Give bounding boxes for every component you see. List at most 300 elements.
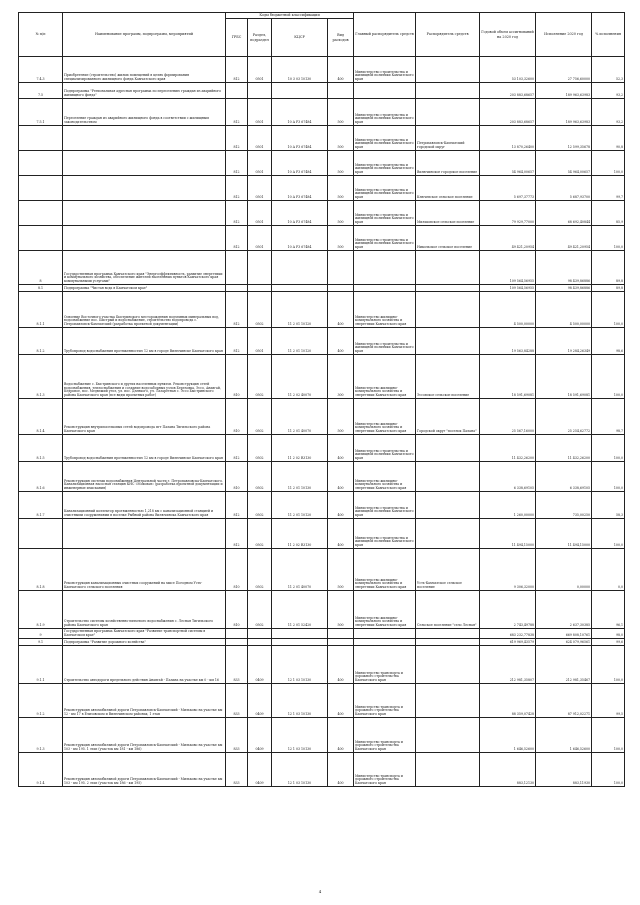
- row-manager: Петропавловск-Камчатский городской округ: [416, 126, 480, 151]
- row-fact-amount: 5 687,93700: [536, 176, 592, 201]
- row-main-manager: Министерство строительства и жилищной политики Камчатского края: [354, 176, 416, 201]
- row-title: [63, 126, 226, 151]
- row-manager: Ключевское сельское поселение: [416, 176, 480, 201]
- row-percent: 98,6: [592, 328, 625, 355]
- row-percent: 93,2: [592, 83, 625, 99]
- row-fact-amount: 1 646,52600: [536, 718, 592, 753]
- row-expense-type: 400: [328, 328, 354, 355]
- row-title: Освоение Восточного участка Быстринского месторождения подземных минеральных вод, водоснабжение пос. Быстрый и водоснабжение, строительство водопровода с. Петропавловск-Камчатский (разработка проектной документации): [63, 292, 226, 328]
- row-expense-type: 400: [328, 519, 354, 549]
- row-expense-type: 400: [328, 462, 354, 492]
- row-percent: 89,8: [592, 285, 625, 292]
- row-manager: [416, 83, 480, 99]
- row-number: 7.5.1: [19, 99, 63, 126]
- row-main-manager: [354, 639, 416, 646]
- row-main-manager: [354, 285, 416, 292]
- row-number: 8.1.1: [19, 292, 63, 328]
- row-expense-type: 400: [328, 753, 354, 787]
- row-expense-type: 500: [328, 226, 354, 251]
- row-number: 8.1.3: [19, 355, 63, 399]
- row-title: [63, 226, 226, 251]
- row-section: 0501: [248, 201, 272, 226]
- row-title: Реконструкция канализационных очистных сооружений на мысе Погодном Усть-Камчатского сельского поселения: [63, 549, 226, 591]
- row-plan-amount: 2 743,49788: [480, 591, 536, 629]
- row-main-manager: Министерство жилищно-коммунального хозяйства и энергетики Камчатского края: [354, 355, 416, 399]
- row-main-manager: Министерство транспорта и дорожного строительства Камчатского края: [354, 753, 416, 787]
- row-plan-amount: 25 567,16000: [480, 399, 536, 435]
- table-row: [19, 285, 625, 292]
- row-expense-type: 500: [328, 99, 354, 126]
- row-percent: 58,3: [592, 492, 625, 519]
- row-plan-amount: 683 232,77838: [480, 629, 536, 639]
- row-kcsr: 12 1 03 10130: [272, 684, 328, 718]
- table-row: [19, 176, 625, 201]
- header-col-main-manager: Главный распорядитель средств: [354, 13, 416, 57]
- row-plan-amount: 1 260,00000: [480, 492, 536, 519]
- row-manager: [416, 435, 480, 462]
- table-row: [19, 83, 625, 99]
- row-section: 0502: [248, 435, 272, 462]
- table-row: [19, 328, 625, 355]
- row-grbs: 812: [226, 176, 248, 201]
- row-grbs: 812: [226, 99, 248, 126]
- row-title: Трубопровод водоснабжения протяженностью 12 км в городе Вилючинске Камчатского края: [63, 328, 226, 355]
- table-row: [19, 99, 625, 126]
- row-plan-amount: 6 338,69105: [480, 462, 536, 492]
- row-percent: 100,0: [592, 753, 625, 787]
- header-col-number: № п/п: [19, 13, 63, 57]
- row-expense-type: 400: [328, 57, 354, 83]
- row-number: 7.5: [19, 83, 63, 99]
- row-title: Трубопровод водоснабжения протяженностью 12 км в городе Вилючинске Камчатского края: [63, 435, 226, 462]
- header-budget-codes: Коды бюджетной классификации: [226, 13, 354, 19]
- row-grbs: 833: [226, 684, 248, 718]
- row-grbs: 812: [226, 492, 248, 519]
- row-grbs: 812: [226, 151, 248, 176]
- row-fact-amount: 98 439,86886: [536, 285, 592, 292]
- table-row: [19, 718, 625, 753]
- row-fact-amount: 883,11930: [536, 753, 592, 787]
- row-number: 7.4.3: [19, 57, 63, 83]
- row-manager: [416, 285, 480, 292]
- row-manager: [416, 629, 480, 639]
- row-number: 9.1.3: [19, 718, 63, 753]
- row-grbs: [226, 251, 248, 285]
- table-row: [19, 355, 625, 399]
- row-main-manager: Министерство строительства и жилищной политики Камчатского края: [354, 492, 416, 519]
- row-plan-amount: 49 421,20954: [480, 226, 536, 251]
- table-row: [19, 292, 625, 328]
- row-number: 8.1.9: [19, 591, 63, 629]
- row-plan-amount: 5 697,37773: [480, 176, 536, 201]
- row-main-manager: Министерство строительства и жилищной политики Камчатского края: [354, 226, 416, 251]
- row-percent: 98,0: [592, 629, 625, 639]
- row-manager: Эссовское сельское поселение: [416, 355, 480, 399]
- row-kcsr: 10 3 03 10130: [272, 57, 328, 83]
- row-kcsr: 11 2 01 40070: [272, 399, 328, 435]
- row-grbs: [226, 285, 248, 292]
- row-percent: 100,0: [592, 226, 625, 251]
- row-number: 9.1.1: [19, 646, 63, 684]
- row-fact-amount: 18 591,69081: [536, 355, 592, 399]
- row-number: 8.1.4: [19, 399, 63, 435]
- row-expense-type: 300: [328, 355, 354, 399]
- row-manager: [416, 718, 480, 753]
- row-grbs: 812: [226, 435, 248, 462]
- row-plan-amount: 1 646,52600: [480, 718, 536, 753]
- row-expense-type: 500: [328, 591, 354, 629]
- row-fact-amount: 735,00250: [536, 492, 592, 519]
- table-row: [19, 591, 625, 629]
- row-fact-amount: 624 079,96561: [536, 639, 592, 646]
- row-number: 9.1: [19, 639, 63, 646]
- row-main-manager: Министерство жилищно-коммунального хозяйства и энергетики Камчатского края: [354, 399, 416, 435]
- row-main-manager: Министерство жилищно-коммунального хозяйства и энергетики Камчатского края: [354, 292, 416, 328]
- row-kcsr: 11 2 02 R3130: [272, 519, 328, 549]
- row-kcsr: 11 2 01 10120: [272, 292, 328, 328]
- row-section: 0502: [248, 519, 272, 549]
- row-plan-amount: 11 494,15000: [480, 519, 536, 549]
- row-section: 0409: [248, 718, 272, 753]
- row-main-manager: Министерство строительства и жилищной политики Камчатского края: [354, 519, 416, 549]
- row-title: Подпрограмма "Развитие дорожного хозяйства": [63, 639, 226, 646]
- row-section: 0502: [248, 591, 272, 629]
- row-plan-amount: 18 591,69081: [480, 355, 536, 399]
- row-manager: Усть-Камчатское сельское поселение: [416, 549, 480, 591]
- row-kcsr: 10 А F3 67484: [272, 126, 328, 151]
- row-number: 8.1.7: [19, 492, 63, 519]
- row-expense-type: 500: [328, 549, 354, 591]
- row-number: [19, 176, 63, 201]
- row-main-manager: Министерство транспорта и дорожного строительства Камчатского края: [354, 646, 416, 684]
- table-row: [19, 435, 625, 462]
- row-percent: 100,0: [592, 718, 625, 753]
- row-plan-amount: 79 929,77000: [480, 201, 536, 226]
- row-number: [19, 519, 63, 549]
- row-kcsr: 12 1 03 10130: [272, 718, 328, 753]
- row-percent: 100,0: [592, 519, 625, 549]
- row-expense-type: 400: [328, 492, 354, 519]
- row-kcsr: [272, 639, 328, 646]
- row-kcsr: 12 1 03 10130: [272, 753, 328, 787]
- page-number: 4: [318, 889, 322, 894]
- row-fact-amount: 6 338,69105: [536, 462, 592, 492]
- row-grbs: [226, 83, 248, 99]
- row-manager: [416, 57, 480, 83]
- table-row: [19, 639, 625, 646]
- row-manager: [416, 99, 480, 126]
- table-row: [19, 201, 625, 226]
- row-title: Реконструкция автомобильной дороги Петропавловск-Камчатский - Мильково на участке км 12 - км 17 в Елизовском и Вилючинском районах, 1 этап: [63, 684, 226, 718]
- table-row: [19, 57, 625, 83]
- row-manager: Мильковское сельское поселение: [416, 201, 480, 226]
- row-percent: 98,7: [592, 399, 625, 435]
- row-title: Реконструкция внутрипоселковых сетей водопровода пгт Палана Тигильского района Камчатского края: [63, 399, 226, 435]
- row-kcsr: 10 А F3 67484: [272, 99, 328, 126]
- row-fact-amount: 11 494,15000: [536, 519, 592, 549]
- table-row: [19, 251, 625, 285]
- row-plan-amount: 9 306,32000: [480, 549, 536, 591]
- table-row: [19, 549, 625, 591]
- row-title: [63, 519, 226, 549]
- table-row: [19, 126, 625, 151]
- row-section: 0409: [248, 646, 272, 684]
- row-manager: [416, 328, 480, 355]
- row-percent: 99,6: [592, 639, 625, 646]
- row-number: 8.1.6: [19, 462, 63, 492]
- row-main-manager: [354, 251, 416, 285]
- header-col-percent: % исполнения: [592, 13, 625, 57]
- row-manager: [416, 251, 480, 285]
- header-col-manager: Распорядитель средств: [416, 13, 480, 57]
- row-number: 8.1.8: [19, 549, 63, 591]
- row-section: 0501: [248, 226, 272, 251]
- row-number: 8.1.2: [19, 328, 63, 355]
- row-expense-type: [328, 251, 354, 285]
- row-fact-amount: 212 981,35467: [536, 646, 592, 684]
- table-row: [19, 151, 625, 176]
- row-section: 0502: [248, 399, 272, 435]
- row-kcsr: [272, 251, 328, 285]
- table-row: [19, 399, 625, 435]
- row-plan-amount: 109 564,56955: [480, 251, 536, 285]
- row-grbs: 810: [226, 399, 248, 435]
- row-section: 0502: [248, 492, 272, 519]
- row-grbs: 810: [226, 591, 248, 629]
- row-main-manager: Министерство строительства и жилищной политики Камчатского края: [354, 126, 416, 151]
- row-section: 0502: [248, 549, 272, 591]
- row-percent: 85,9: [592, 201, 625, 226]
- row-section: 0502: [248, 462, 272, 492]
- row-main-manager: Министерство транспорта и дорожного строительства Камчатского края: [354, 684, 416, 718]
- row-number: 9.1.2: [19, 684, 63, 718]
- row-section: [248, 285, 272, 292]
- row-percent: 90,8: [592, 126, 625, 151]
- row-section: 0502: [248, 292, 272, 328]
- row-number: 8.1.5: [19, 435, 63, 462]
- row-percent: 52,3: [592, 57, 625, 83]
- row-expense-type: 400: [328, 718, 354, 753]
- row-grbs: 833: [226, 646, 248, 684]
- row-kcsr: [272, 285, 328, 292]
- row-fact-amount: 11 432,26200: [536, 435, 592, 462]
- row-grbs: 810: [226, 355, 248, 399]
- row-title: Реконструкция автомобильной дороги Петропавловск-Камчатский - Мильково на участке км 103 - км 195. 1 этап (участок км 181 - км 186): [63, 718, 226, 753]
- row-fact-amount: 0,00000: [536, 549, 592, 591]
- table-row: [19, 519, 625, 549]
- row-number: 9.1.4: [19, 753, 63, 787]
- row-fact-amount: 98 439,86886: [536, 251, 592, 285]
- row-expense-type: 500: [328, 151, 354, 176]
- row-plan-amount: 11 432,26200: [480, 435, 536, 462]
- row-grbs: 812: [226, 226, 248, 251]
- row-fact-amount: 87 912,02271: [536, 684, 592, 718]
- row-section: 0501: [248, 151, 272, 176]
- row-title: Государственная программа Камчатского края "Развитие транспортной системы в Камчатском крае": [63, 629, 226, 639]
- table-row: [19, 646, 625, 684]
- row-section: [248, 629, 272, 639]
- row-percent: 100,0: [592, 151, 625, 176]
- row-main-manager: Министерство строительства и жилищной политики Камчатского края: [354, 99, 416, 126]
- row-grbs: 812: [226, 292, 248, 328]
- row-grbs: 812: [226, 519, 248, 549]
- row-title: Переселение граждан из аварийного жилищного фонда в соответствии с жилищным законодательством: [63, 99, 226, 126]
- row-grbs: [226, 629, 248, 639]
- row-percent: 100,0: [592, 355, 625, 399]
- row-fact-amount: 19 284,26349: [536, 328, 592, 355]
- row-main-manager: [354, 629, 416, 639]
- document-sheet: [18, 12, 624, 787]
- row-plan-amount: 88 359,07428: [480, 684, 536, 718]
- row-title: [63, 176, 226, 201]
- row-manager: [416, 519, 480, 549]
- row-expense-type: [328, 83, 354, 99]
- table-row: [19, 629, 625, 639]
- row-number: 9: [19, 629, 63, 639]
- row-kcsr: 10 А F3 67484: [272, 226, 328, 251]
- row-section: 0409: [248, 753, 272, 787]
- row-expense-type: [328, 285, 354, 292]
- row-grbs: 812: [226, 126, 248, 151]
- header-col-expense-type: Вид расходов: [328, 19, 354, 57]
- row-kcsr: 10 А F3 67484: [272, 151, 328, 176]
- row-grbs: [226, 639, 248, 646]
- row-title: [63, 201, 226, 226]
- row-title: Канализационный коллектор протяженностью 1,218 км с канализационной станцией и очистными сооружениями в поселке Рыбный района Вилючинска Камчатского края: [63, 492, 226, 519]
- row-main-manager: Министерство строительства и жилищной политики Камчатского края: [354, 57, 416, 83]
- row-kcsr: 11 2 01 10120: [272, 328, 328, 355]
- row-title: Подпрограмма "Региональная адресная программа по переселению граждан из аварийного жилищного фонда": [63, 83, 226, 99]
- row-manager: [416, 646, 480, 684]
- header-col-fact: Исполнение 2020 год: [536, 13, 592, 57]
- row-manager: [416, 684, 480, 718]
- row-plan-amount: 4 500,00000: [480, 292, 536, 328]
- row-expense-type: 400: [328, 435, 354, 462]
- row-section: 0501: [248, 99, 272, 126]
- row-percent: 99,7: [592, 176, 625, 201]
- row-title: Государственная программа Камчатского края "Энергоэффективность, развитие энергетики и коммунального хозяйства, обеспечение жителей населенных пунктов Камчатского края коммунальными услугами": [63, 251, 226, 285]
- row-title: Водоснабжение с. Быстринского и других населенных пунктов. Реконструкция сетей водоснабжения, теплоснабжения и создание водозаборных узлов Березовка, Эссо, Анавгай, Кедровое, пос. Медвежий угол, ул. пос. Дзенкого, ул. Лазаретная с. Эссо Быстринского района Камчатского края (все виды проектных работ): [63, 355, 226, 399]
- row-section: [248, 639, 272, 646]
- header-col-grbs: ГРБС: [226, 19, 248, 57]
- row-fact-amount: 669 808,10761: [536, 629, 592, 639]
- row-section: 0501: [248, 176, 272, 201]
- row-fact-amount: 27 756,60000: [536, 57, 592, 83]
- row-kcsr: 11 2 02 R3130: [272, 435, 328, 462]
- row-kcsr: 10 А F3 67484: [272, 201, 328, 226]
- row-title: Подпрограмма "Чистая вода в Камчатском крае": [63, 285, 226, 292]
- table-row: [19, 226, 625, 251]
- row-fact-amount: 54 964,00657: [536, 151, 592, 176]
- row-manager: [416, 753, 480, 787]
- row-section: 0501: [248, 328, 272, 355]
- header-col-kcsr: КЦСР: [272, 19, 328, 57]
- row-main-manager: [354, 83, 416, 99]
- row-main-manager: Министерство жилищно-коммунального хозяйства и энергетики Камчатского края: [354, 549, 416, 591]
- row-percent: 100,0: [592, 646, 625, 684]
- row-number: 8: [19, 251, 63, 285]
- row-fact-amount: 25 254,62772: [536, 399, 592, 435]
- row-plan-amount: 13 870,26400: [480, 126, 536, 151]
- row-manager: [416, 492, 480, 519]
- row-main-manager: Министерство транспорта и дорожного строительства Камчатского края: [354, 718, 416, 753]
- row-expense-type: 500: [328, 126, 354, 151]
- header-col-plan: Годовой объем ассигнований на 2020 год: [480, 13, 536, 57]
- row-kcsr: [272, 83, 328, 99]
- row-plan-amount: 619 969,43579: [480, 639, 536, 646]
- row-grbs: 812: [226, 328, 248, 355]
- row-percent: 89,8: [592, 251, 625, 285]
- row-kcsr: 11 2 02 40070: [272, 355, 328, 399]
- header-col-section: Раздел, подраздел: [248, 19, 272, 57]
- table-row: [19, 462, 625, 492]
- row-percent: 93,2: [592, 99, 625, 126]
- table-row: [19, 753, 625, 787]
- row-manager: [416, 639, 480, 646]
- row-section: 0409: [248, 684, 272, 718]
- row-fact-amount: 12 599,35678: [536, 126, 592, 151]
- row-grbs: 812: [226, 57, 248, 83]
- row-title: [63, 151, 226, 176]
- row-title: Приобретение (строительство) жилых помещений в целях формирования специализированного жилищного фонда Камчатского края: [63, 57, 226, 83]
- row-expense-type: 400: [328, 684, 354, 718]
- row-section: 0501: [248, 126, 272, 151]
- header-col-name: Наименование программ, подпрограмм, мероприятий: [63, 13, 226, 57]
- row-section: [248, 251, 272, 285]
- row-expense-type: [328, 639, 354, 646]
- row-number: [19, 151, 63, 176]
- row-grbs: 810: [226, 462, 248, 492]
- row-expense-type: 500: [328, 176, 354, 201]
- row-plan-amount: 203 883,68657: [480, 99, 536, 126]
- row-main-manager: Министерство жилищно-коммунального хозяйства и энергетики Камчатского края: [354, 591, 416, 629]
- row-expense-type: 400: [328, 646, 354, 684]
- row-number: [19, 126, 63, 151]
- row-percent: 100,0: [592, 435, 625, 462]
- row-percent: 100,0: [592, 292, 625, 328]
- row-kcsr: [272, 629, 328, 639]
- row-main-manager: Министерство строительства и жилищной политики Камчатского края: [354, 201, 416, 226]
- row-section: [248, 83, 272, 99]
- table-row: [19, 684, 625, 718]
- row-kcsr: 11 2 01 10130: [272, 462, 328, 492]
- row-kcsr: 11 2 01 52420: [272, 591, 328, 629]
- row-kcsr: 12 1 03 10130: [272, 646, 328, 684]
- row-plan-amount: 212 981,35807: [480, 646, 536, 684]
- row-percent: 100,0: [592, 462, 625, 492]
- row-title: Реконструкция системы водоснабжения Центральной части г. Петропавловска-Камчатского. Канализационная насосная станция КНС «Моховая» (разработка проектной документации и инженерные изыскания): [63, 462, 226, 492]
- table-row: [19, 492, 625, 519]
- row-main-manager: Министерство жилищно-коммунального хозяйства и энергетики Камчатского края: [354, 462, 416, 492]
- row-number: [19, 226, 63, 251]
- row-expense-type: 500: [328, 201, 354, 226]
- row-fact-amount: 189 963,63983: [536, 83, 592, 99]
- row-number: [19, 201, 63, 226]
- row-manager: Сельское поселение "село Лесная": [416, 591, 480, 629]
- row-number: 8.1: [19, 285, 63, 292]
- row-grbs: 812: [226, 201, 248, 226]
- row-percent: 0,0: [592, 549, 625, 591]
- row-grbs: 833: [226, 753, 248, 787]
- row-manager: [416, 462, 480, 492]
- row-expense-type: [328, 629, 354, 639]
- row-title: Строительство автодороги предельного действия Анавгай - Палана на участке км 0 - км 16: [63, 646, 226, 684]
- row-plan-amount: 203 883,68657: [480, 83, 536, 99]
- row-plan-amount: 19 563,84288: [480, 328, 536, 355]
- row-plan-amount: 109 564,56955: [480, 285, 536, 292]
- row-section: 0501: [248, 57, 272, 83]
- row-expense-type: 500: [328, 399, 354, 435]
